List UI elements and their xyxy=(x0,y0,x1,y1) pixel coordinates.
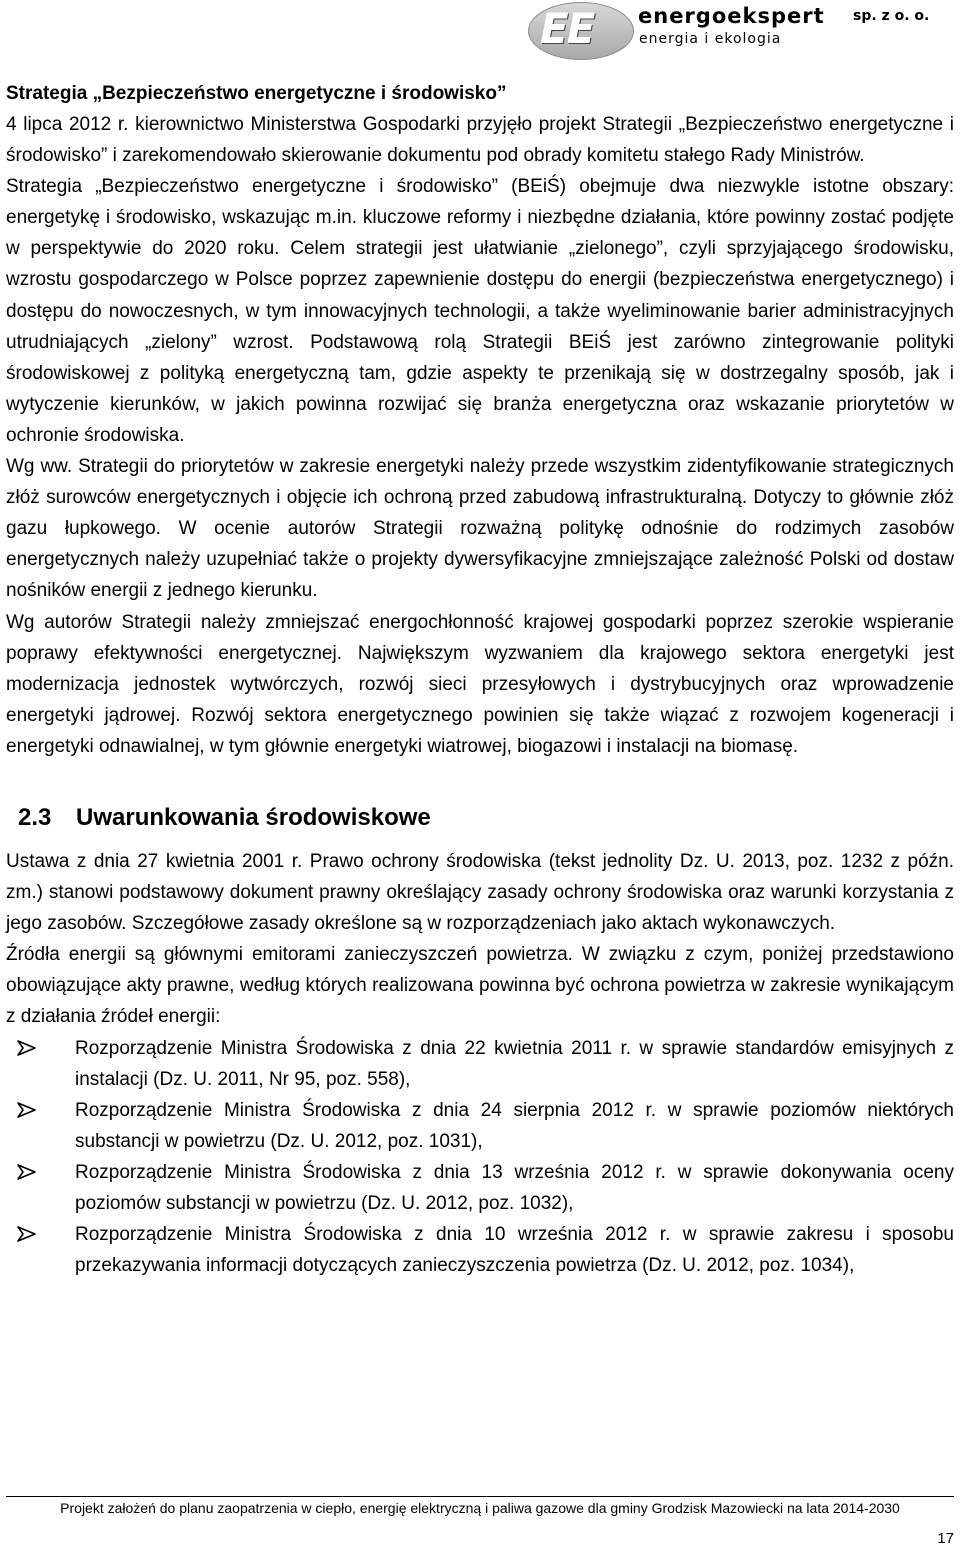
list-item xyxy=(6,1219,954,1281)
brand-name: energoekspert xyxy=(638,4,825,28)
list-item xyxy=(6,1095,954,1157)
paragraph: Ustawa z dnia 27 kwietnia 2001 r. Prawo ochrony środowiska (tekst jednolity Dz. U. 2013, poz. 1232 z późn. zm.) stanowi podstawowy dokument prawny określający zasady ochrony środowiska oraz warunki korzystania z jego zasobów. Szczegółowe zasady określone są w rozporządzeniach jako aktach wykonawczych. xyxy=(6,850,954,935)
logo-letters: EE xyxy=(540,4,594,53)
brand-suffix: sp. z o. o. xyxy=(853,8,930,24)
heading-text: Uwarunkowania środowiskowe xyxy=(76,803,431,831)
heading-number: 2.3 xyxy=(18,803,52,831)
list-item-text: Rozporządzenie Ministra Środowiska z dnia 13 września 2012 r. w sprawie dokonywania oceny poziomów substancji w powietrzu (Dz. U. 2012, poz. 1032), xyxy=(75,1161,954,1214)
paragraph: Wg ww. Strategii do priorytetów w zakresie energetyki należy przede wszystkim zidentyfikowanie strategicznych złóż surowców energetycznych i objęcie ich ochroną przed zabudową infrastrukturalną. Dotyczy to głównie złóż gazu łupkowego. W ocenie autorów Strategii rozważną politykę odnośnie do rodzimych zasobów energetycznych należy uzupełniać także o projekty dywersyfikacyjne zmniejszające zależność Polski od dostaw nośników energii z jednego kierunku. xyxy=(6,456,954,602)
regulation-list xyxy=(6,1033,954,1282)
arrow-bullet-icon xyxy=(16,1039,38,1057)
paragraph: Wg autorów Strategii należy zmniejszać energochłonność krajowej gospodarki poprzez szerokie wspieranie poprawy efektywności energetycznej. Największym wyzwaniem dla krajowego sektora energetyki jest modernizacja jednostek wytwórczych, rozwój sieci przesyłowych i dystrybucyjnych oraz wprowadzenie energetyki jądrowej. Rozwój sektora energetycznego powinien się także wiązać z rozwojem kogeneracji i energetyki odnawialnej, w tym głównie energetyki wiatrowej, biogazowi i instalacji na biomasę. xyxy=(6,611,954,757)
paragraph: 4 lipca 2012 r. kierownictwo Ministerstwa Gospodarki przyjęło projekt Strategii „Bezpieczeństwo energetyczne i środowisko” i zarekomendowało skierowanie dokumentu pod obrady komitetu stałego Rady Ministrów. xyxy=(6,114,954,167)
arrow-bullet-icon xyxy=(16,1163,38,1181)
list-item xyxy=(6,1157,954,1219)
list-item-text: Rozporządzenie Ministra Środowiska z dnia 10 września 2012 r. w sprawie zakresu i sposobu przekazywania informacji dotyczących zanieczyszczenia powietrza (Dz. U. 2012, poz. 1034), xyxy=(75,1224,954,1277)
list-item xyxy=(6,1033,954,1095)
footer-divider xyxy=(6,1496,954,1497)
arrow-bullet-icon xyxy=(16,1101,38,1119)
paragraph: Strategia „Bezpieczeństwo energetyczne i środowisko” (BEiŚ) obejmuje dwa niezwykle istotne obszary: energetykę i środowisko, wskazując m.in. kluczowe reformy i niezbędne działania, które powinny zostać podjęte w perspektywie do 2020 roku. Celem strategii jest ułatwianie „zielonego”, czyli sprzyjającego środowisku, wzrostu gospodarczego w Polsce poprzez zapewnienie dostępu do energii (bezpieczeństwa energetycznego) i dostępu do nowoczesnych, w tym innowacyjnych technologii, a także wyeliminowanie barier administracyjnych utrudniających „zielony” wzrost. Podstawową rolą Strategii BEiŚ jest zarówno zintegrowanie polityki środowiskowej z polityką energetyczną tam, gdzie aspekty te przenikają się w dostrzegalny sposób, jak i wytyczenie kierunków, w jakich powinna rozwijać się branża energetyczna oraz wskazanie priorytetów w ochronie środowiska. xyxy=(6,176,954,446)
section-title: Strategia „Bezpieczeństwo energetyczne i środowisko” xyxy=(6,83,507,104)
brand-tagline: energia i ekologia xyxy=(639,31,782,47)
arrow-bullet-icon xyxy=(16,1225,38,1243)
list-item-text: Rozporządzenie Ministra Środowiska z dnia 22 kwietnia 2011 r. w sprawie standardów emisyjnych z instalacji (Dz. U. 2011, Nr 95, poz. 558), xyxy=(75,1037,954,1090)
list-item-text: Rozporządzenie Ministra Środowiska z dnia 24 sierpnia 2012 r. w sprawie poziomów niektórych substancji w powietrzu (Dz. U. 2012, poz. 1031), xyxy=(75,1099,954,1152)
page-number: 17 xyxy=(937,1530,954,1547)
paragraph: Źródła energii są głównymi emitorami zanieczyszczeń powietrza. W związku z czym, poniżej przedstawiono obowiązujące akty prawne, według których realizowana powinna być ochrona powietrza w zakresie wynikającym z działania źródeł energii: xyxy=(6,944,954,1028)
page-header xyxy=(0,0,960,62)
document-body xyxy=(6,78,954,1281)
footer-text: Projekt założeń do planu zaopatrzenia w ciepło, energię elektryczną i paliwa gazowe dla gminy Grodzisk Mazowiecki na lata 2014-2030 xyxy=(60,1500,900,1516)
section-heading xyxy=(18,800,954,836)
